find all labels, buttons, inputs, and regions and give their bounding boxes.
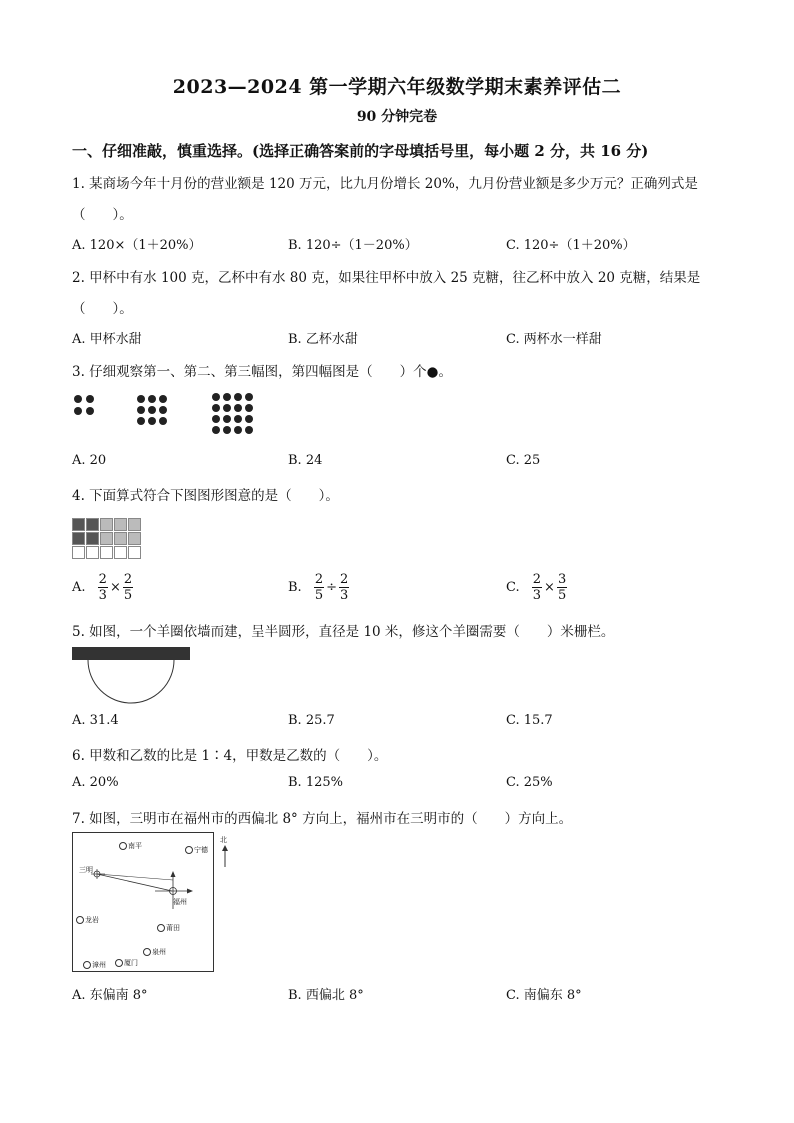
fraction: $\frac{2}{3}$ — [340, 572, 349, 603]
direction-lines — [73, 833, 215, 973]
dot — [245, 393, 253, 401]
grid-cell — [114, 532, 127, 545]
north-arrow-icon — [221, 845, 229, 867]
dot — [245, 415, 253, 423]
dot — [137, 395, 145, 403]
grid-cell — [72, 518, 85, 531]
dot — [74, 407, 82, 415]
fraction: $\frac{2}{5}$ — [314, 572, 324, 603]
dot — [234, 415, 242, 423]
city-quanzhou: 泉州 — [143, 947, 166, 957]
grid-cell — [100, 532, 113, 545]
city-xiamen: 厦门 — [115, 958, 138, 968]
city-nanping: 南平 — [119, 841, 142, 851]
question-6-text: 6. 甲数和乙数的比是 1∶4，甲数是乙数的（ ）。 — [72, 748, 388, 764]
question-1-text: 1. 某商场今年十月份的营业额是 120 万元，比九月份增长 20%，九月份营业额是多少万元？正确列式是 — [72, 176, 698, 192]
grid-cell — [114, 546, 127, 559]
question-2-blank: （ ）。 — [72, 301, 133, 317]
question-7-text: 7. 如图，三明市在福州市的西偏北 8° 方向上，福州市在三明市的（ ）方向上。 — [72, 811, 573, 827]
question-4-text: 4. 下面算式符合下图图形图意的是（ ）。 — [72, 488, 339, 504]
question-4-option-c[interactable]: C. $\frac{2}{3}$ × $\frac{3}{5}$ — [506, 572, 567, 603]
grid-cell — [100, 518, 113, 531]
city-ningde: 宁德 — [185, 845, 208, 855]
section-heading: 一、仔细准敲，慎重选择。(选择正确答案前的字母填括号里，每小题 2 分，共 16 分) — [72, 142, 649, 160]
dot — [86, 395, 94, 403]
north-label: 北 — [220, 836, 227, 844]
grid-cell — [86, 518, 99, 531]
dot — [245, 426, 253, 434]
question-1-blank: （ ）。 — [72, 207, 133, 223]
dot — [223, 404, 231, 412]
dot — [148, 395, 156, 403]
grid-cell — [86, 546, 99, 559]
exam-title: 2023—2024 第一学期六年级数学期末素养评估二 — [172, 76, 622, 98]
semicircle-pen-figure — [70, 646, 192, 708]
dot — [212, 404, 220, 412]
dot — [234, 393, 242, 401]
dot — [148, 417, 156, 425]
dot — [159, 395, 167, 403]
question-3-option-a[interactable]: A. 20 — [72, 453, 107, 468]
grid-cell — [72, 546, 85, 559]
dot — [159, 417, 167, 425]
city-zhangzhou: 漳州 — [83, 960, 106, 970]
city-longyan: 龙岩 — [76, 915, 99, 925]
question-6-option-a[interactable]: A. 20% — [72, 775, 119, 790]
question-3-option-b[interactable]: B. 24 — [288, 453, 323, 468]
question-5-option-a[interactable]: A. 31.4 — [72, 713, 119, 728]
city-putian: 莆田 — [157, 923, 180, 933]
question-1-option-a[interactable]: A. 120×（1＋20%） — [72, 238, 202, 253]
semicircle-fence — [88, 660, 174, 703]
north-indicator — [219, 835, 233, 869]
question-3-option-c[interactable]: C. 25 — [506, 453, 541, 468]
dot — [74, 395, 82, 403]
dot — [234, 426, 242, 434]
grid-cell — [86, 532, 99, 545]
fujian-map — [72, 832, 214, 972]
exam-subtitle: 90 分钟完卷 — [356, 109, 438, 125]
dot — [212, 415, 220, 423]
dot — [86, 407, 94, 415]
question-3-text: 3. 仔细观察第一、第二、第三幅图，第四幅图是（ ）个●。 — [72, 364, 452, 380]
question-4-option-a[interactable]: A. $\frac{2}{3}$ × $\frac{2}{5}$ — [72, 572, 133, 603]
question-2-text: 2. 甲杯中有水 100 克，乙杯中有水 80 克，如果往甲杯中放入 25 克糖，往乙杯中放入 20 克糖，结果是 — [72, 270, 701, 286]
dot — [223, 393, 231, 401]
question-6-option-c[interactable]: C. 25% — [506, 775, 553, 790]
grid-cell — [100, 546, 113, 559]
fraction: $\frac{3}{5}$ — [557, 572, 567, 603]
dot — [212, 426, 220, 434]
question-1-option-b[interactable]: B. 120÷（1－20%） — [288, 238, 418, 253]
grid-cell — [114, 518, 127, 531]
dot — [223, 426, 231, 434]
question-5-option-c[interactable]: C. 15.7 — [506, 713, 553, 728]
fraction: $\frac{2}{5}$ — [123, 572, 133, 603]
question-6-option-b[interactable]: B. 125% — [288, 775, 343, 790]
question-2-option-c[interactable]: C. 两杯水一样甜 — [506, 332, 602, 347]
wall — [72, 647, 190, 660]
dot — [159, 406, 167, 414]
question-5-option-b[interactable]: B. 25.7 — [288, 713, 335, 728]
question-7-option-c[interactable]: C. 南偏东 8° — [506, 988, 582, 1003]
question-2-option-a[interactable]: A. 甲杯水甜 — [72, 332, 142, 347]
city-fuzhou: 福州 — [173, 898, 187, 906]
grid-cell — [72, 532, 85, 545]
dot — [137, 417, 145, 425]
fraction: $\frac{2}{3}$ — [98, 572, 107, 603]
question-4-option-b[interactable]: B. $\frac{2}{5}$ ÷ $\frac{2}{3}$ — [288, 572, 349, 603]
question-5-text: 5. 如图，一个羊圈依墙而建，呈半圆形，直径是 10 米，修这个羊圈需要（ ）米栅栏。 — [72, 624, 615, 640]
question-1-option-c[interactable]: C. 120÷（1＋20%） — [506, 238, 636, 253]
dot — [234, 404, 242, 412]
question-2-option-b[interactable]: B. 乙杯水甜 — [288, 332, 358, 347]
grid-cell — [128, 532, 141, 545]
grid-cell — [128, 546, 141, 559]
question-7-option-b[interactable]: B. 西偏北 8° — [288, 988, 364, 1003]
dot — [148, 406, 156, 414]
fraction: $\frac{2}{3}$ — [532, 572, 542, 603]
dot — [223, 415, 231, 423]
dot — [245, 404, 253, 412]
dot — [137, 406, 145, 414]
dot — [212, 393, 220, 401]
city-sanming: 三明 — [79, 866, 93, 874]
question-7-option-a[interactable]: A. 东偏南 8° — [72, 988, 148, 1003]
grid-cell — [128, 518, 141, 531]
